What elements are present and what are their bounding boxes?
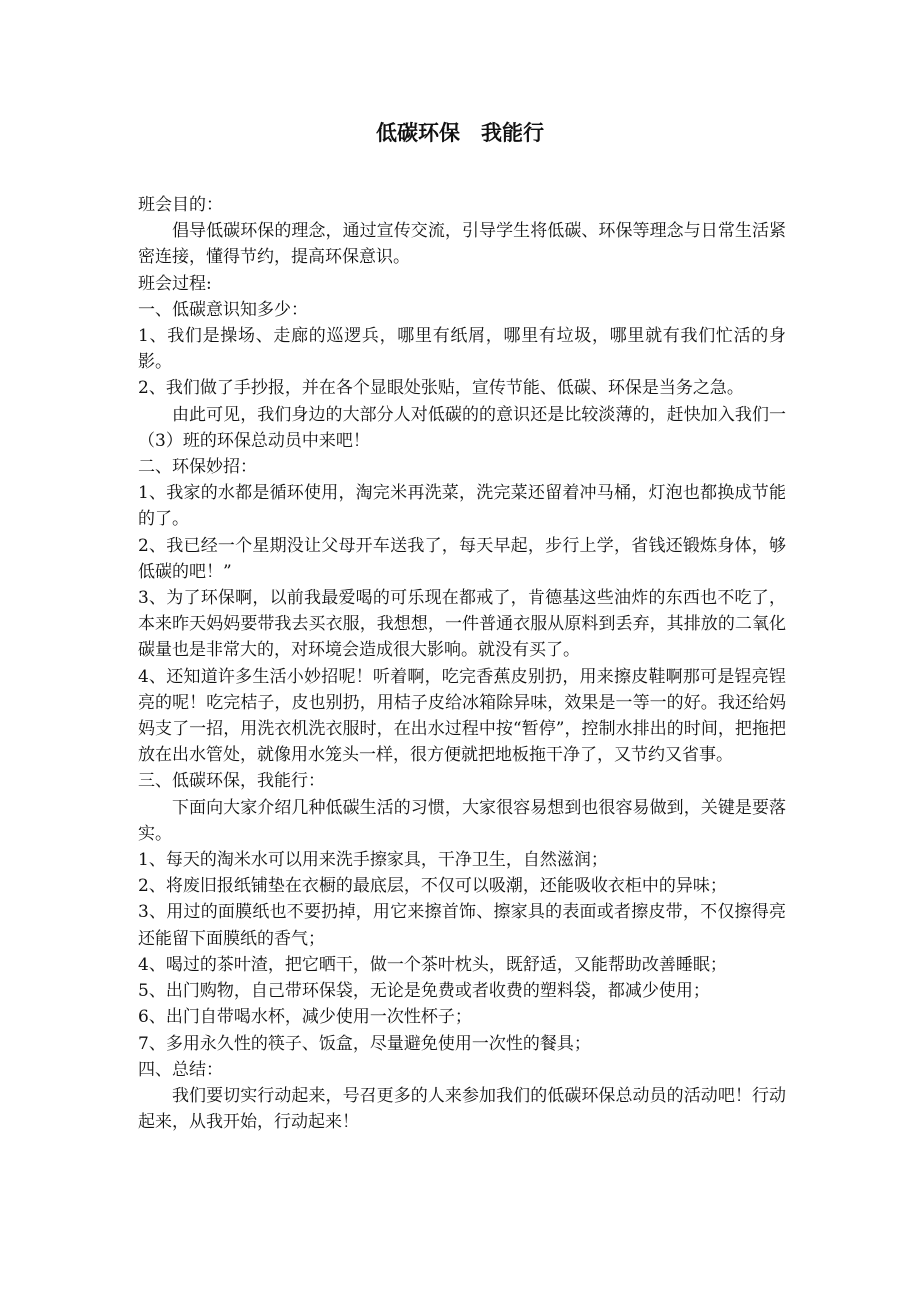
paragraph: 二、环保妙招： — [138, 457, 257, 478]
paragraph: 4、喝过的茶叶渣，把它晒干，做一个茶叶枕头，既舒适，又能帮助改善睡眠； — [138, 954, 727, 975]
paragraph: 1、每天的淘米水可以用来洗手擦家具，干净卫生，自然滋润； — [138, 850, 608, 871]
document-title: 低碳环保 我能行 — [376, 121, 544, 145]
paragraph: 由此可见，我们身边的大部分人对低碳的的意识还是比较淡薄的，赶快加入我们一（3）班的环保总动员中来吧！ — [138, 404, 786, 451]
paragraph: 班会目的： — [138, 195, 223, 215]
paragraph: 7、多用永久性的筷子、饭盒，尽量避免使用一次性的餐具； — [138, 1033, 591, 1054]
paragraph: 5、出门购物，自己带环保袋，无论是免费或者收费的塑料袋，都减少使用； — [138, 981, 710, 1002]
paragraph: 2、我们做了手抄报，并在各个显眼处张贴，宣传节能、低碳、环保是当务之急。 — [138, 378, 744, 399]
paragraph: 2、将废旧报纸铺垫在衣橱的最底层，不仅可以吸潮，还能吸收衣柜中的异味； — [138, 876, 727, 897]
paragraph: 1、我们是操场、走廊的巡逻兵，哪里有纸屑，哪里有垃圾，哪里就有我们忙活的身影。 — [138, 326, 786, 373]
paragraph: 3、用过的面膜纸也不要扔掉，用它来擦首饰、擦家具的表面或者擦皮带，不仅擦得亮还能留下面膜纸的香气； — [138, 902, 786, 949]
document-body — [138, 192, 786, 1135]
paragraph: 四、总结： — [138, 1059, 223, 1080]
paragraph: 1、我家的水都是循环使用，淘完米再洗菜，洗完菜还留着冲马桶，灯泡也都换成节能的了。 — [138, 483, 786, 530]
paragraph: 一、低碳意识知多少： — [138, 299, 308, 320]
paragraph: 2、我已经一个星期没让父母开车送我了，每天早起，步行上学，省钱还锻炼身体，够低碳的吧！” — [138, 535, 786, 582]
paragraph: 3、为了环保啊，以前我最爱喝的可乐现在都戒了，肯德基这些油炸的东西也不吃了，本来昨天妈妈要带我去买衣服，我想想，一件普通衣服从原料到丢弃，其排放的二氧化碳量也是非常大的，对环境会造成很大影响。就没有买了。 — [138, 588, 786, 661]
paragraph: 倡导低碳环保的理念，通过宣传交流，引导学生将低碳、环保等理念与日常生活紧密连接，懂得节约，提高环保意识。 — [138, 221, 786, 268]
paragraph: 我们要切实行动起来，号召更多的人来参加我们的低碳环保总动员的活动吧！行动起来，从我开始，行动起来！ — [138, 1085, 786, 1133]
paragraph: 班会过程: — [138, 273, 212, 294]
paragraph: 6、出门自带喝水杯，减少使用一次性杯子； — [138, 1007, 472, 1028]
paragraph: 4、还知道许多生活小妙招呢！听着啊，吃完香蕉皮别扔，用来擦皮鞋啊那可是锃亮锃亮的呢！吃完桔子，皮也别扔，用桔子皮给冰箱除异味，效果是一等一的好。我还给妈妈支了一招，用洗衣机洗衣服时，在出水过程中按“暂停”，控制水排出的时间，把拖把放在出水管处，就像用水笼头一样，很方便就把地板拖干净了，又节约又省事。 — [138, 666, 786, 766]
paragraph: 三、低碳环保，我能行： — [138, 771, 325, 792]
paragraph: 下面向大家介绍几种低碳生活的习惯，大家很容易想到也很容易做到，关键是要落实。 — [138, 797, 786, 844]
